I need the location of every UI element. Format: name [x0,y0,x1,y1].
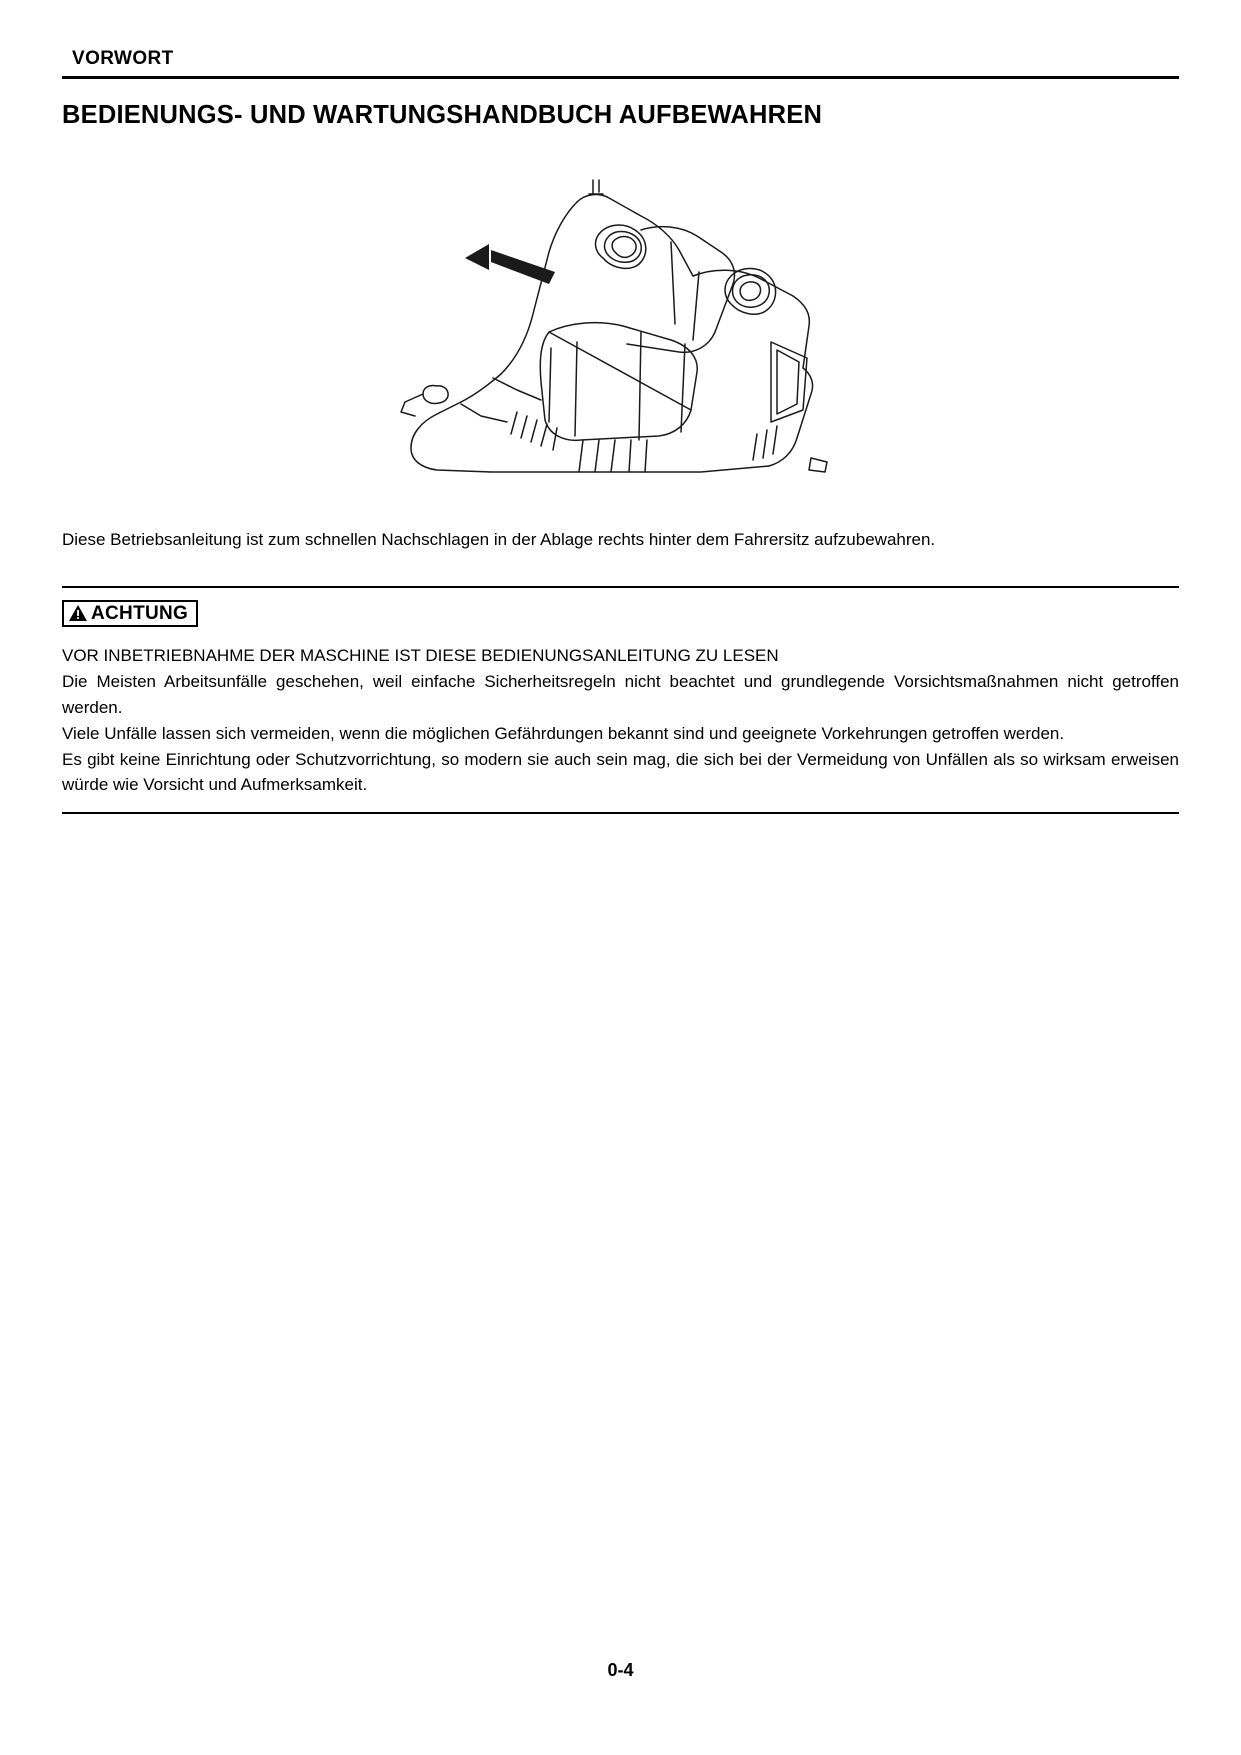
warning-paragraph: Die Meisten Arbeitsunfälle geschehen, weil einfache Sicherheitsregeln nicht beachtet und grundlegende Vorsichtsmaßnahmen nicht getroffen werden. [62,672,1179,717]
warning-badge-label: ACHTUNG [91,602,189,624]
section-header-label: VORWORT [72,48,174,69]
warning-paragraph: Viele Unfälle lassen sich vermeiden, wenn die möglichen Gefährdungen bekannt sind und geeignete Vorkehrungen getroffen werden. [62,723,1065,743]
warning-top-divider [62,586,1179,588]
page-number: 0-4 [607,1660,634,1680]
warning-paragraph: Es gibt keine Einrichtung oder Schutzvorrichtung, so modern sie auch sein mag, die sich bei der Vermeidung von Unfällen als so wirksam erweisen würde wie Vorsicht und Aufmerksamkeit. [62,749,1179,795]
warning-body [62,643,1179,798]
figure-container [62,172,1179,502]
page-title: BEDIENUNGS- UND WARTUNGSHANDBUCH AUFBEWAHREN [62,101,823,129]
warning-paragraph: VOR INBETRIEBNAHME DER MASCHINE IST DIESE BEDIENUNGSANLEITUNG ZU LESEN [62,646,779,666]
warning-section [62,586,1179,814]
warning-badge [62,600,198,627]
header-divider [62,76,1179,79]
figure-caption: Diese Betriebsanleitung ist zum schnellen Nachschlagen in der Ablage rechts hinter dem Fahrersitz aufzubewahren. [62,530,936,549]
operator-cab-storage-compartment-icon [341,172,901,502]
warning-triangle-icon [68,604,88,622]
page-footer [0,1660,1241,1681]
warning-bottom-divider [62,812,1179,814]
